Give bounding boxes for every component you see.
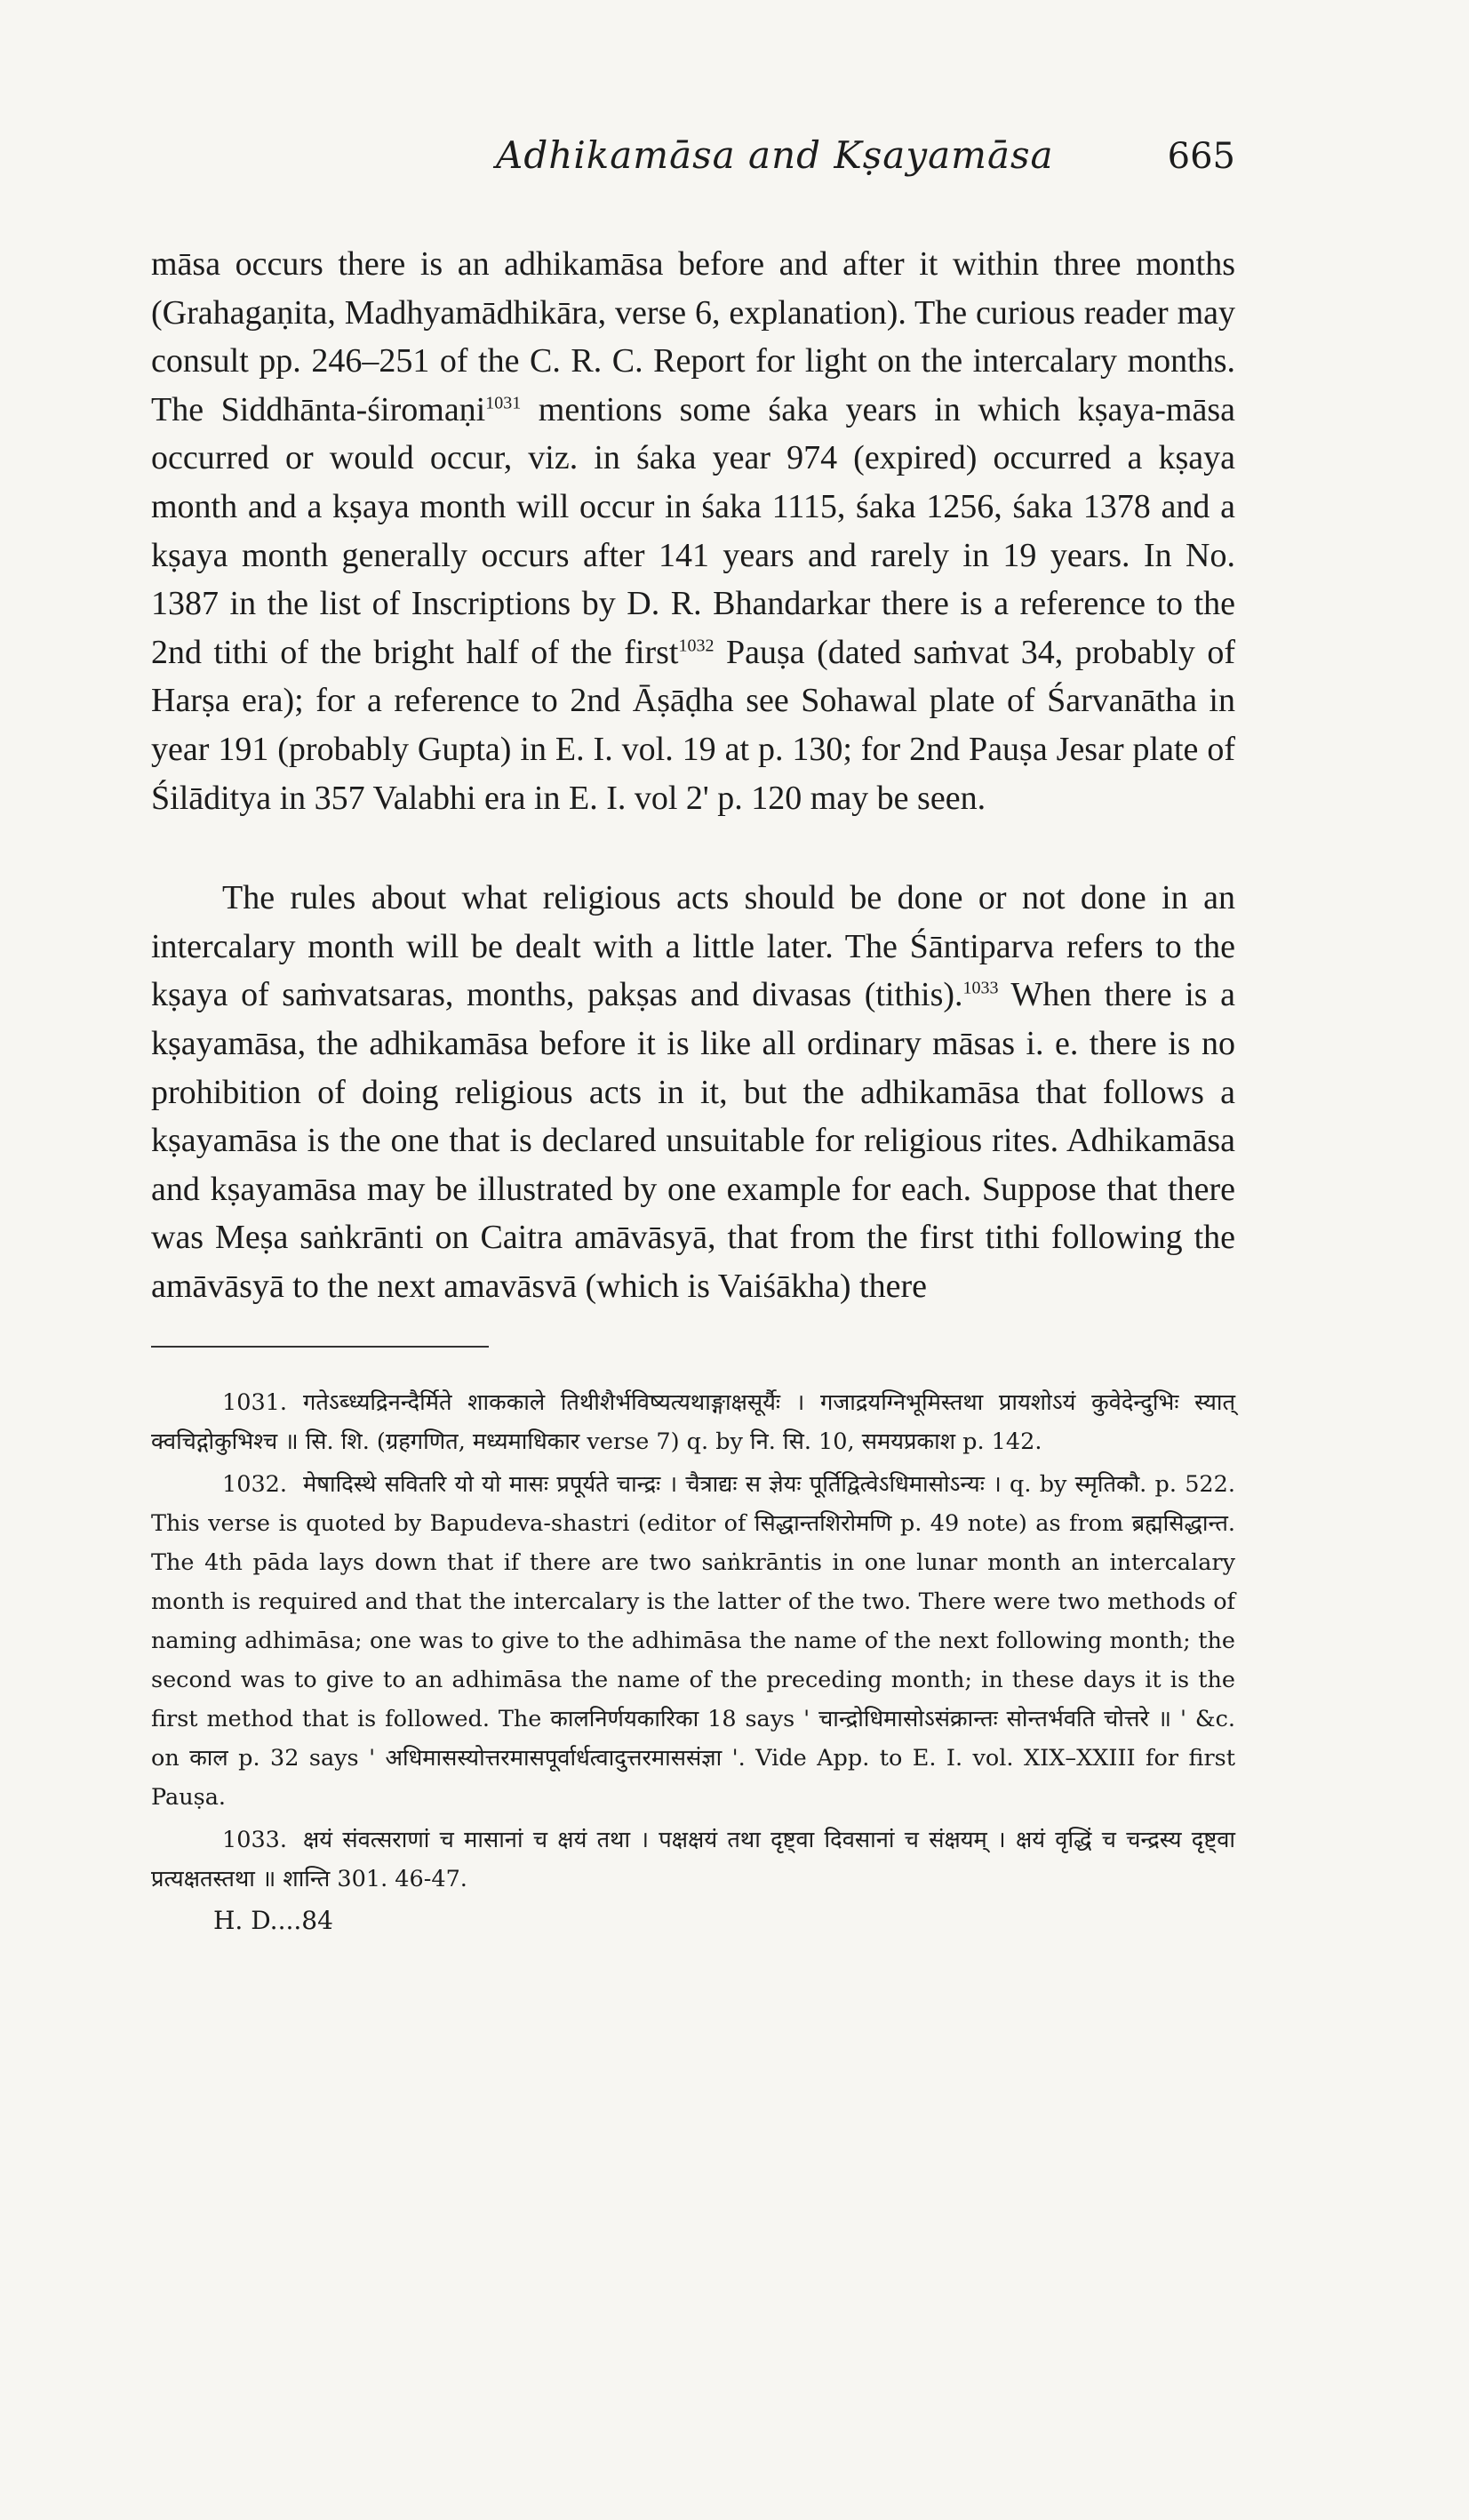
body-paragraph-1: māsa occurs there is an adhikamāsa before and after it within three months (Grahagaṇita, Madhyamādhikāra, verse 6, explanation). The curious reader may consult pp. 246–251 of the C. R. C. Report for light on the intercalary months. The Siddhānta-śiromaṇi$^{1031}$ mentions some śaka years in which kṣaya-māsa occurred or would occur, viz. in śaka year 974 (expired) occurred a kṣaya month and a kṣaya month will occur in śaka 1115, śaka 1256, śaka 1378 and a kṣaya month generally occurs after 141 years and rarely in 19 years. In No. 1387 in the list of Inscriptions by D. R. Bhandarkar there is a reference to the 2nd tithi of the bright half of the first$^{1032}$ Pauṣa (dated saṁvat 34, probably of Harṣa era); for a reference to 2nd Āṣāḍha see Sohawal plate of Śarvanātha in year 191 (probably Gupta) in E. I. vol. 19 at p. 130; for 2nd Pauṣa Jesar plate of Śilāditya in 357 Valabhi era in E. I. vol 2' p. 120 may be seen.: [151, 245, 1236, 817]
running-title: Adhikamāsa and Kṣayamāsa: [496, 133, 1054, 177]
signature-mark: H. D....84: [213, 1906, 333, 1936]
running-header: [151, 133, 1235, 204]
footnote-1031: 1031. गतेऽब्ध्यद्रिनन्दैर्मिते शाककाले तिथीशैर्भविष्यत्यथाङ्गाक्षसूर्यैः । गजाद्रयग्निभूमिस्तथा प्रायशोऽयं कुवेदेन्दुभिः स्यात् क्वचिद्गोकुभिश्च ॥ सि. शि. (ग्रहगणित, मध्यमाधिकार verse 7) q. by नि. सि. 10, समयप्रकाश p. 142.: [151, 1389, 1235, 1456]
footnote-ref-1031[interactable]: 1031: [485, 393, 522, 413]
page: [151, 133, 1235, 1935]
footnote-ref-1033[interactable]: 1033: [962, 978, 999, 998]
footnote-divider: [151, 1346, 489, 1348]
footnote-1033: 1033. क्षयं संवत्सराणां च मासानां च क्षयं तथा । पक्षक्षयं तथा दृष्ट्वा दिवसानां च संक्षयम् । क्षयं वृद्धिं च चन्द्रस्य दृष्ट्वा प्रत्यक्षतस्तथा ॥ शान्ति 301. 46-47.: [151, 1827, 1235, 1893]
footnote-1032: 1032. मेषादिस्थे सवितरि यो यो मासः प्रपूर्यते चान्द्रः । चैत्राद्यः स ज्ञेयः पूर्तिद्वित्वेऽधिमासोऽन्यः । q. by स्मृतिकौ. p. 522. This verse is quoted by Bapudeva-shastri (editor of सिद्धान्तशिरोमणि p. 49 note) as from ब्रह्मसिद्धान्त. The 4th pāda lays down that if there are two saṅkrāntis in one lunar month an intercalary month is required and that the intercalary is the latter of the two. There were two methods of naming adhimāsa; one was to give to the adhimāsa the name of the next following month; the second was to give to an adhimāsa the name of the preceding month; in these days it is the first method that is followed. The कालनिर्णयकारिका 18 says ' चान्द्रोधिमासोऽसंक्रान्तः सोन्तर्भवति चोत्तरे ॥ ' &c. on काल p. 32 says ' अधिमासस्योत्तरमासपूर्वार्धत्वादुत्तरमाससंज्ञा '. Vide App. to E. I. vol. XIX–XXIII for first Pauṣa.: [151, 1471, 1235, 1812]
body-paragraph-2: The rules about what religious acts should be done or not done in an intercalary month will be dealt with a little later. The Śāntiparva refers to the kṣaya of saṁvatsaras, months, pakṣas and divasas (tithis).$^{1033}$ When there is a kṣayamāsa, the adhikamāsa before it is like all ordinary māsas i. e. there is no prohibition of doing religious acts in it, but the adhikamāsa that follows a kṣayamāsa is the one that is declared unsuitable for religious rites. Adhikamāsa and kṣayamāsa may be illustrated by one example for each. Suppose that there was Meṣa saṅkrānti on Caitra amāvāsyā, that from the first tithi following the amāvāsyā to the next amavāsvā (which is Vaiśākha) there: [151, 879, 1236, 1305]
footnote-ref-1032[interactable]: 1032: [678, 636, 715, 656]
page-number: 665: [1167, 136, 1235, 177]
